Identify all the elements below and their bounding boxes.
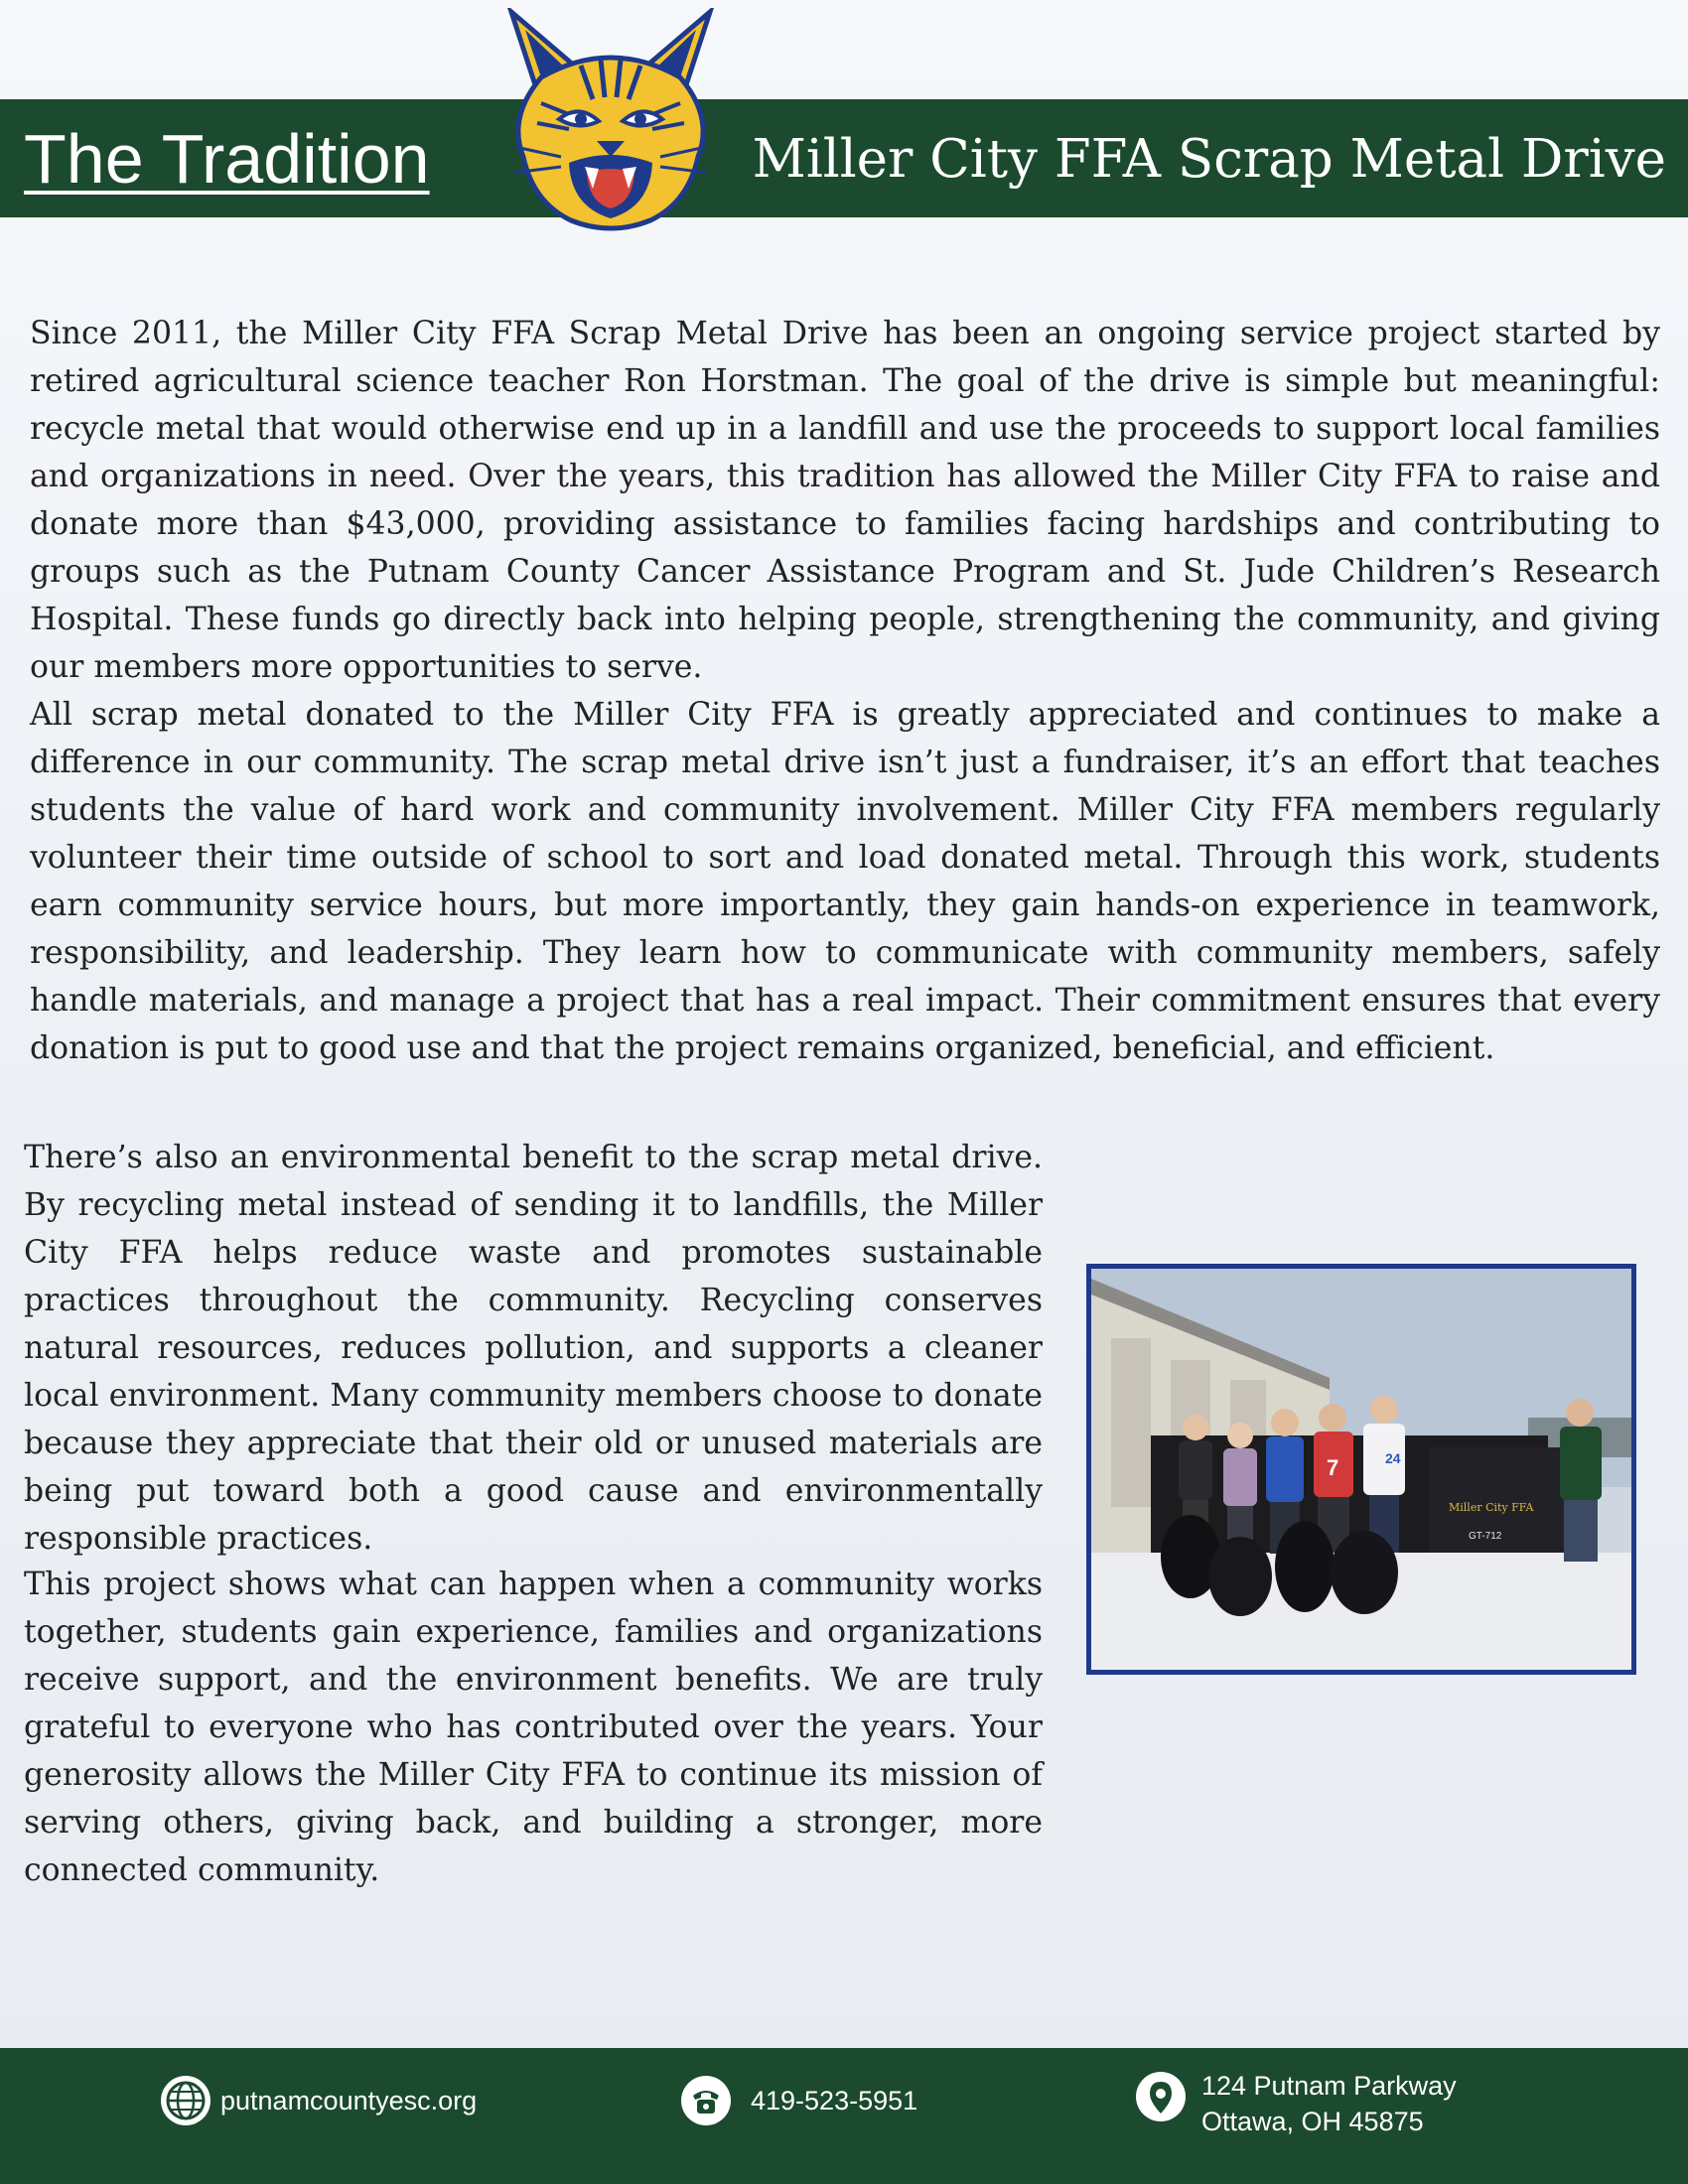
students-photo (1086, 1264, 1636, 1675)
globe-icon (161, 2076, 211, 2125)
page-title: Miller City FFA Scrap Metal Drive (752, 129, 1666, 190)
paragraph-history: Since 2011, the Miller City FFA Scrap Metal Drive has been an ongoing service project started by retired agricultural science teacher Ron Horstman. The goal of the drive is simple but meaningful: recycle metal that would otherwise end up in a landfill and use the proceeds to support local families and organizations in need. Over the years, this tradition has allowed the Miller City FFA to raise and donate more than $43,000, providing assistance to families facing hardships and contributing to groups such as the Putnam County Cancer Assistance Program and St. Jude Children’s Research Hospital. These funds go directly back into helping people, strengthening the community, and giving our members more opportunities to serve. (30, 316, 1660, 685)
footer-address-line1: 124 Putnam Parkway (1201, 2071, 1457, 2101)
jersey-number: 7 (1327, 1455, 1339, 1480)
location-pin-icon (1136, 2072, 1186, 2121)
wildcat-mascot-logo (501, 8, 720, 238)
footer-phone[interactable]: 419-523-5951 (751, 2086, 918, 2116)
paragraph-environment: There’s also an environmental benefit to the scrap metal drive. By recycling metal instead of sending it to landfills, the Miller City FFA helps reduce waste and promotes sustainable practices throughout the community. Recycling conserves natural resources, reduces pollution, and supports a cleaner local environment. Many community members choose to donate because they appreciate that their old or unused materials are being put toward both a good cause and environmentally responsible practices. (24, 1140, 1043, 1557)
jersey-number: 24 (1385, 1450, 1401, 1466)
footer-website-link[interactable]: putnamcountyesc.org (220, 2086, 478, 2116)
paragraph-closing: This project shows what can happen when a community works together, students gain experience, families and organizations receive support, and the environment benefits. We are truly grateful to everyone who has contributed over the years. Your generosity allows the Miller City FFA to continue its mission of serving others, giving back, and building a stronger, more connected community. (24, 1567, 1043, 1888)
phone-icon (681, 2076, 731, 2125)
footer-address-line2: Ottawa, OH 45875 (1201, 2107, 1424, 2136)
section-title: The Tradition (24, 120, 430, 198)
paragraph-community: All scrap metal donated to the Miller City FFA is greatly appreciated and continues to make a difference in our community. The scrap metal drive isn’t just a fundraiser, it’s an effort that teaches students the value of hard work and community involvement. Miller City FFA members regularly volunteer their time outside of school to sort and load donated metal. Through this work, students earn community service hours, but more importantly, they gain hands-on experience in teamwork, responsibility, and leadership. They learn how to communicate with community members, safely handle materials, and manage a project that has a real impact. Their commitment ensures that every donation is put to good use and that the project remains organized, beneficial, and efficient. (30, 697, 1660, 1066)
trailer-plate: GT-712 (1469, 1531, 1502, 1542)
trailer-lettering: Miller City FFA (1449, 1501, 1534, 1514)
